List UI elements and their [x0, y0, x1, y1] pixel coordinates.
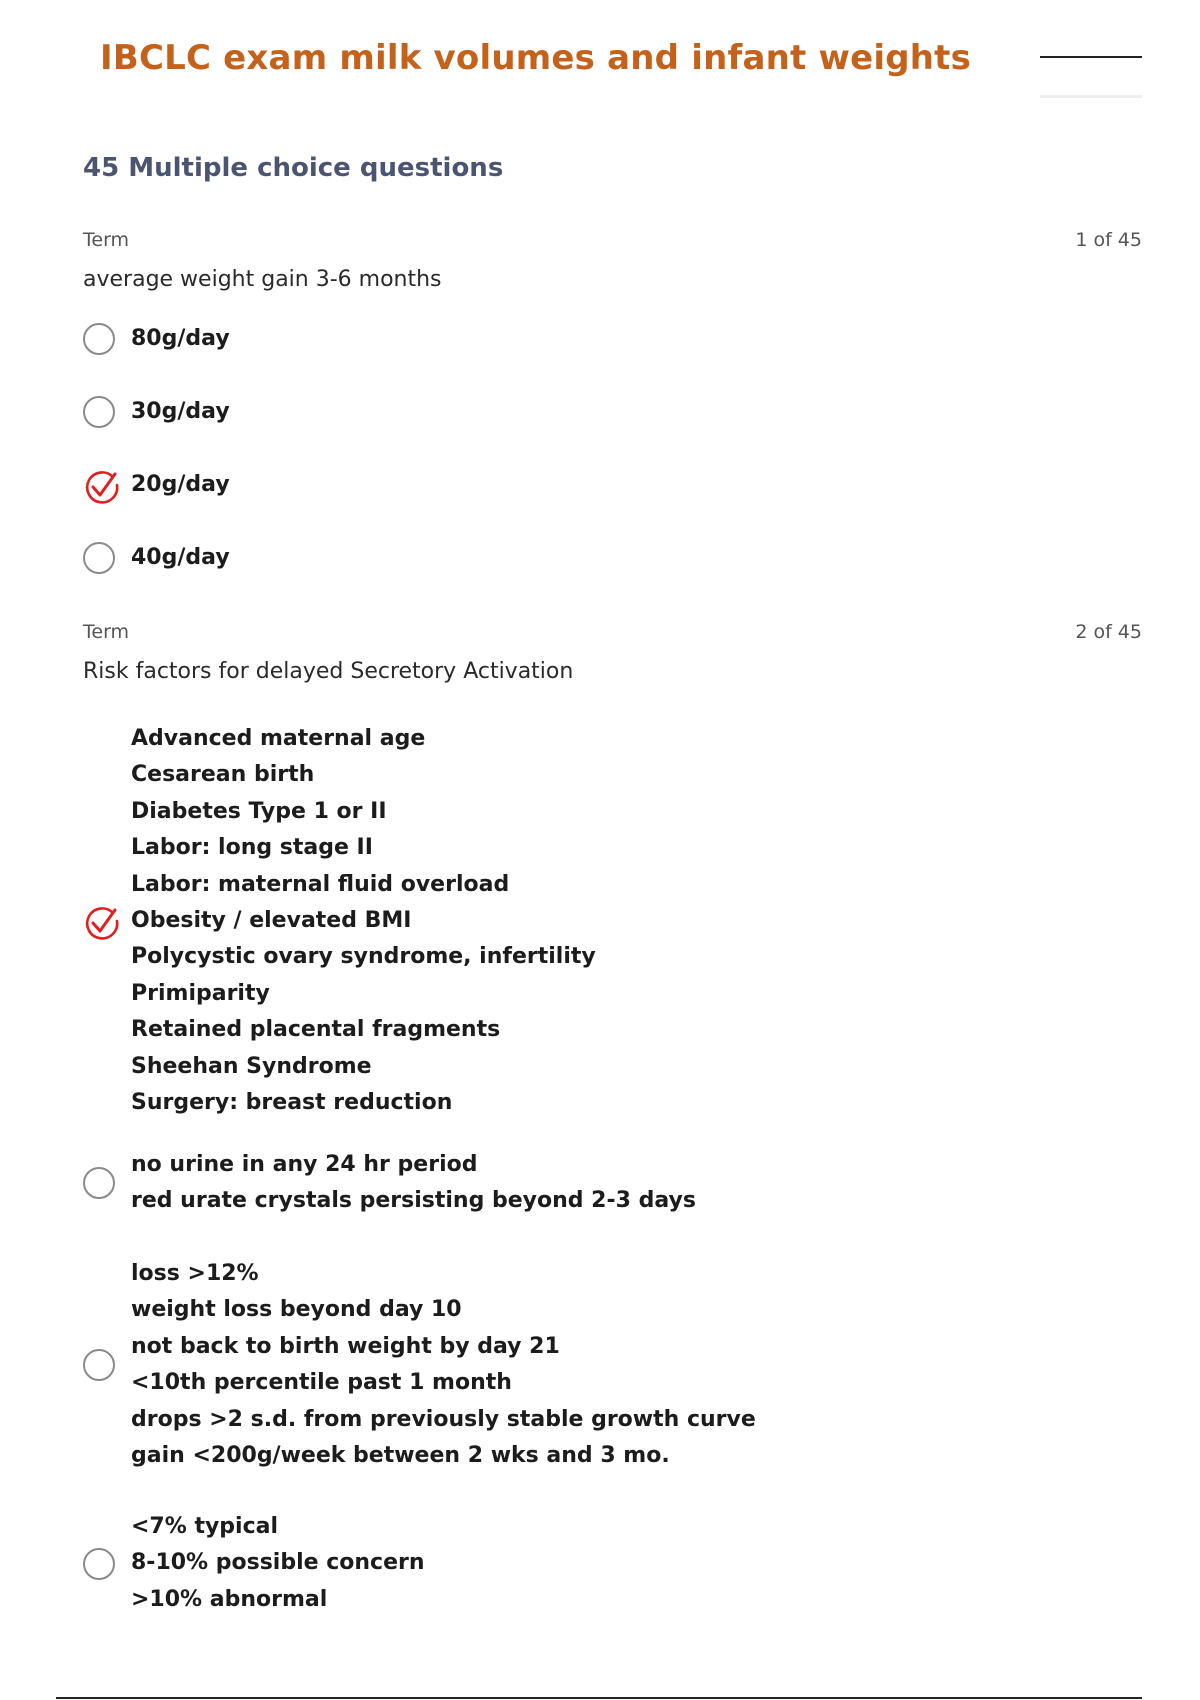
- option-text: [131, 394, 230, 430]
- option-line: 8-10% possible concern: [131, 1550, 425, 1576]
- option-line: 20g/day: [131, 472, 230, 497]
- question-counter: 2 of 45: [1075, 621, 1142, 643]
- radio-empty-icon[interactable]: [83, 323, 115, 355]
- option-text: [131, 1256, 756, 1474]
- option-line: loss >12%: [131, 1261, 259, 1286]
- question-counter: 1 of 45: [1075, 229, 1142, 251]
- red-check-icon[interactable]: [83, 904, 121, 942]
- option-line: weight loss beyond day 10: [131, 1297, 462, 1323]
- title-rule-shadow: [1040, 95, 1142, 98]
- answer-option[interactable]: [83, 467, 1083, 503]
- question-term: Risk factors for delayed Secretory Activation: [83, 659, 574, 684]
- question-term: average weight gain 3-6 months: [83, 267, 442, 292]
- option-text: [131, 467, 230, 503]
- option-text: [131, 1509, 425, 1618]
- option-line: Advanced maternal age: [131, 726, 426, 751]
- document-title: IBCLC exam milk volumes and infant weights: [100, 38, 972, 78]
- option-line: Primiparity: [131, 980, 270, 1006]
- bottom-rule: [56, 1697, 1142, 1699]
- option-text: [131, 1147, 696, 1220]
- option-line: >10% abnormal: [131, 1586, 328, 1612]
- option-line: Obesity / elevated BMI: [131, 908, 412, 934]
- option-line: no urine in any 24 hr period: [131, 1152, 478, 1177]
- option-line: Retained placental fragments: [131, 1017, 501, 1043]
- answer-option[interactable]: [83, 721, 1083, 1121]
- option-line: drops >2 s.d. from previously stable growth curve: [131, 1406, 756, 1432]
- option-line: Diabetes Type 1 or II: [131, 798, 387, 824]
- option-line: <7% typical: [131, 1514, 279, 1539]
- answer-option[interactable]: [83, 540, 1083, 576]
- answer-option[interactable]: [83, 1509, 1083, 1618]
- question-label: Term: [83, 621, 130, 643]
- question-label: Term: [83, 229, 130, 251]
- radio-empty-icon[interactable]: [83, 1349, 115, 1381]
- radio-empty-icon[interactable]: [83, 1167, 115, 1199]
- option-line: Surgery: breast reduction: [131, 1090, 453, 1116]
- answer-option[interactable]: [83, 394, 1083, 430]
- title-rule: [1040, 56, 1142, 58]
- red-check-icon[interactable]: [83, 468, 121, 506]
- option-text: [131, 721, 596, 1121]
- option-line: <10th percentile past 1 month: [131, 1370, 512, 1396]
- option-line: Labor: long stage II: [131, 835, 373, 861]
- option-line: not back to birth weight by day 21: [131, 1333, 560, 1359]
- option-line: 30g/day: [131, 399, 230, 424]
- option-line: Polycystic ovary syndrome, infertility: [131, 944, 596, 970]
- option-text: [131, 321, 230, 357]
- option-line: 80g/day: [131, 326, 230, 351]
- option-line: Cesarean birth: [131, 762, 315, 788]
- answer-option[interactable]: [83, 1256, 1083, 1474]
- section-heading: 45 Multiple choice questions: [83, 153, 504, 183]
- option-line: red urate crystals persisting beyond 2-3 days: [131, 1188, 696, 1214]
- option-text: [131, 540, 230, 576]
- option-line: gain <200g/week between 2 wks and 3 mo.: [131, 1443, 670, 1469]
- radio-empty-icon[interactable]: [83, 396, 115, 428]
- option-line: Sheehan Syndrome: [131, 1053, 372, 1079]
- answer-option[interactable]: [83, 321, 1083, 357]
- option-line: 40g/day: [131, 545, 230, 570]
- radio-empty-icon[interactable]: [83, 1548, 115, 1580]
- radio-empty-icon[interactable]: [83, 542, 115, 574]
- option-line: Labor: maternal fluid overload: [131, 871, 510, 897]
- answer-option[interactable]: [83, 1147, 1083, 1220]
